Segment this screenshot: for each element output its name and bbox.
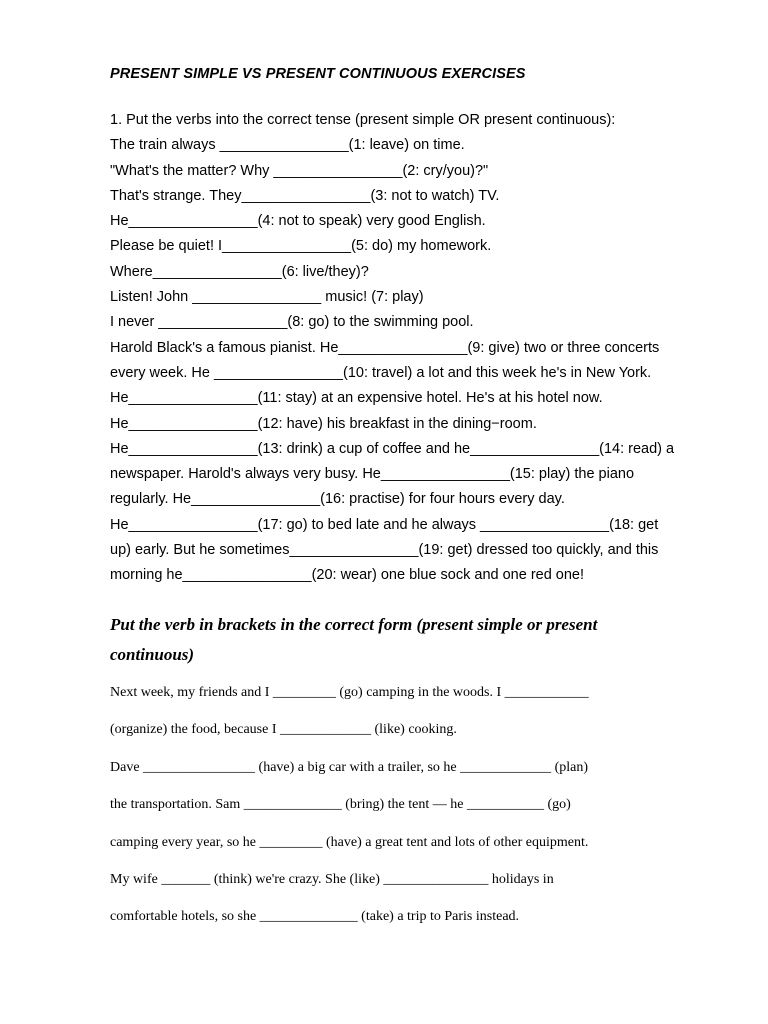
exercise-line: up) early. But he sometimes________________(19: get) dressed too quickly, and this (110, 542, 659, 559)
exercise-line: every week. He ________________(10: travel) a lot and this week he's in New York. (110, 364, 652, 381)
exercise-line: Harold Black's a famous pianist. He________________(9: give) two or three concerts (110, 339, 660, 356)
heading-line: Put the verb in brackets in the correct form (present simple or present (110, 615, 598, 634)
exercise-2-heading (110, 610, 710, 670)
exercise-line: the transportation. Sam ______________ (bring) the tent — he ___________ (go) (110, 797, 571, 813)
exercise-1-instruction: 1. Put the verbs into the correct tense (present simple OR present continuous): (110, 112, 616, 128)
exercise-line: That's strange. They________________(3: not to watch) TV. (110, 187, 500, 204)
exercise-line: "What's the matter? Why ________________(2: cry/you)?" (110, 162, 489, 179)
exercise-line: camping every year, so he _________ (have) a great tent and lots of other equipment. (110, 834, 589, 850)
exercise-line: (organize) the food, because I _____________ (like) cooking. (110, 722, 457, 738)
page-title: PRESENT SIMPLE VS PRESENT CONTINUOUS EXERCISES (110, 66, 526, 82)
exercise-2 (110, 680, 750, 942)
exercise-line: I never ________________(8: go) to the swimming pool. (110, 314, 474, 331)
exercise-line: regularly. He________________(16: practise) for four hours every day. (110, 491, 565, 508)
exercise-line: Listen! John ________________ music! (7: play) (110, 289, 424, 306)
exercise-line: Dave ________________ (have) a big car with a trailer, so he _____________ (plan) (110, 759, 589, 775)
exercise-line: My wife _______ (think) we're crazy. She (like) _______________ holidays in (110, 871, 554, 887)
exercise-line: newspaper. Harold's always very busy. He________________(15: play) the piano (110, 466, 635, 483)
exercise-line: He________________(11: stay) at an expensive hotel. He's at his hotel now. (110, 390, 603, 407)
exercise-line: He________________(12: have) his breakfast in the dining−room. (110, 415, 537, 432)
heading-line: continuous) (110, 645, 195, 664)
exercise-1 (110, 108, 750, 589)
exercise-line: morning he________________(20: wear) one blue sock and one red one! (110, 567, 585, 584)
exercise-line: He________________(17: go) to bed late and he always ________________(18: get (110, 516, 659, 533)
exercise-line: Please be quiet! I________________(5: do) my homework. (110, 238, 492, 255)
exercise-line: He________________(13: drink) a cup of coffee and he________________(14: read) a (110, 440, 675, 457)
exercise-line: comfortable hotels, so she ______________ (take) a trip to Paris instead. (110, 909, 520, 925)
exercise-line: He________________(4: not to speak) very good English. (110, 213, 486, 230)
exercise-line: The train always ________________(1: leave) on time. (110, 137, 465, 154)
exercise-line: Next week, my friends and I _________ (go) camping in the woods. I ____________ (110, 685, 589, 700)
exercise-line: Where________________(6: live/they)? (110, 263, 369, 280)
